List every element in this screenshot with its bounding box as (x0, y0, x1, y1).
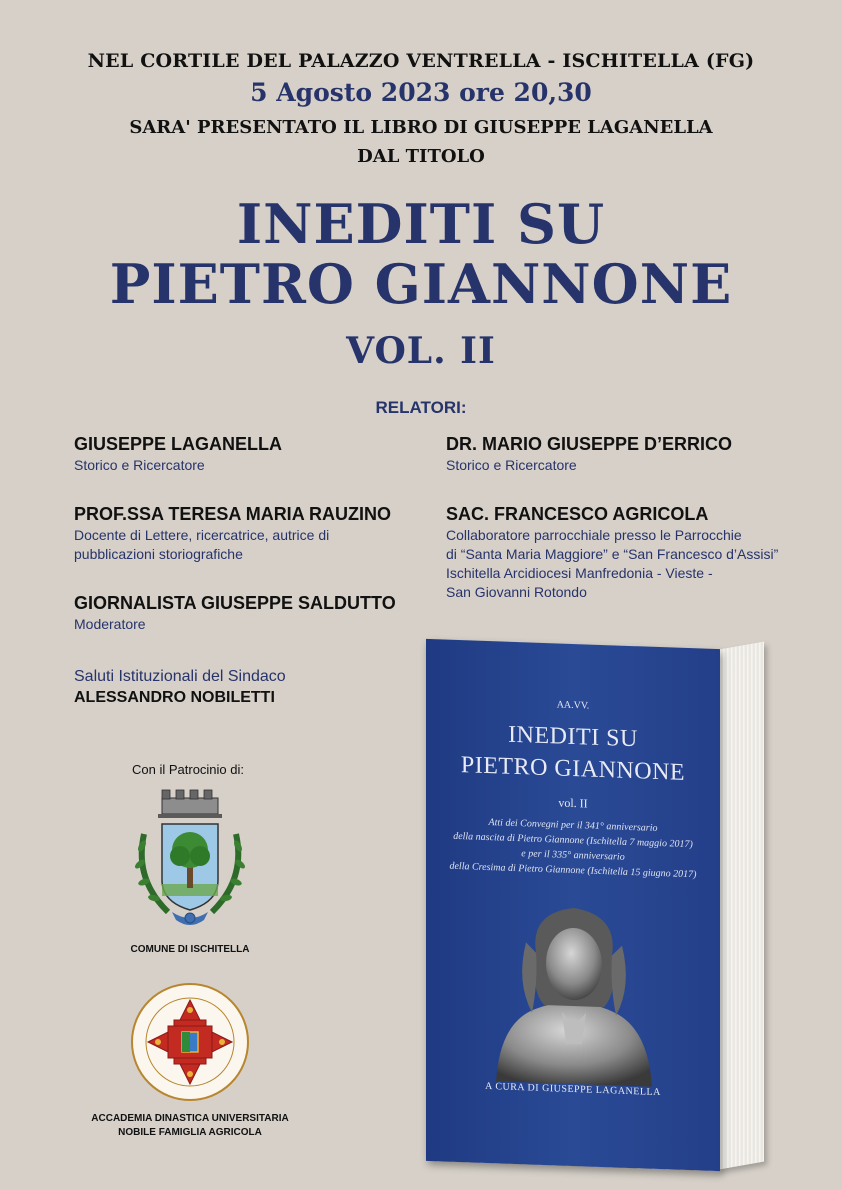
cover-subtitle-line: della nascita di Pietro Giannone (Ischitella 7 maggio 2017) (453, 830, 693, 851)
accademia-label-line-1: ACCADEMIA DINASTICA UNIVERSITARIA (91, 1113, 289, 1124)
speaker-role (446, 526, 778, 602)
cover-editor: A CURA DI GIUSEPPE LAGANELLA (485, 1080, 661, 1099)
presentation-line-1: SARA' PRESENTATO IL LIBRO DI GIUSEPPE LAGANELLA (129, 117, 713, 138)
saluti-block (74, 666, 286, 709)
cover-subtitle-line: della Cresima di Pietro Giannone (Ischitella 15 giugno 2017) (449, 860, 697, 881)
speaker-role-line: di “Santa Maria Maggiore” e “San Francesco d’Assisi” (446, 546, 779, 562)
accademia-label (80, 1112, 300, 1140)
speaker-laganella (74, 433, 282, 475)
bust-statue-icon (486, 891, 662, 1087)
mayor-name: ALESSANDRO NOBILETTI (74, 689, 275, 706)
speaker-derrico (446, 433, 732, 475)
cover-subtitle-line: e per il 335° anniversario (521, 848, 625, 863)
book-cover-image (424, 640, 769, 1175)
speaker-agricola (446, 503, 778, 602)
speaker-name: DR. MARIO GIUSEPPE D’ERRICO (446, 434, 733, 454)
speaker-role (74, 526, 391, 564)
book-pages-edge (716, 642, 764, 1170)
presentation-line-2: DAL TITOLO (357, 146, 485, 167)
relatori-heading: RELATORI: (375, 398, 467, 417)
cover-aavv: AA.VV. (556, 699, 590, 712)
cover-title-line-1: INEDITI SU (508, 721, 638, 753)
speaker-name: GIUSEPPE LAGANELLA (74, 434, 283, 454)
speaker-role: Storico e Ricercatore (74, 457, 205, 473)
book-title-line-2: PIETRO GIANNONE (109, 252, 733, 316)
patrocinio-label: Con il Patrocinio di: (132, 762, 244, 777)
saluti-label: Saluti Istituzionali del Sindaco (74, 668, 286, 685)
accademia-label-line-2: NOBILE FAMIGLIA AGRICOLA (118, 1127, 262, 1138)
speaker-name: GIORNALISTA GIUSEPPE SALDUTTO (74, 593, 396, 613)
speaker-name: SAC. FRANCESCO AGRICOLA (446, 504, 709, 524)
speaker-rauzino (74, 503, 391, 564)
accademia-seal-icon (128, 980, 252, 1104)
speaker-role: Storico e Ricercatore (446, 457, 577, 473)
book-title-line-1: INEDITI SU (236, 192, 606, 256)
cover-volume: vol. II (558, 795, 588, 811)
speaker-role-line: Collaboratore parrocchiale presso le Parrocchie (446, 527, 742, 543)
speaker-name: PROF.SSA TERESA MARIA RAUZINO (74, 504, 392, 524)
cover-title-line-2: PIETRO GIANNONE (460, 752, 686, 786)
speaker-role: Moderatore (74, 616, 146, 632)
comune-crest-icon (128, 784, 252, 936)
speaker-saldutto (74, 592, 396, 634)
book-front-cover (426, 639, 720, 1171)
comune-label: COMUNE DI ISCHITELLA (130, 944, 250, 955)
speaker-role-line: pubblicazioni storiografiche (74, 546, 243, 562)
cover-subtitle-line: Atti dei Convegni per il 341° anniversario (488, 817, 658, 834)
event-date: 5 Agosto 2023 ore 20,30 (250, 78, 592, 107)
book-volume: VOL. II (346, 330, 496, 372)
speaker-role-line: Docente di Lettere, ricercatrice, autrice di (74, 527, 330, 543)
speaker-role-line: San Giovanni Rotondo (446, 584, 587, 600)
speaker-role-line: Ischitella Arcidiocesi Manfredonia - Vieste - (446, 565, 713, 581)
venue-line: NEL CORTILE DEL PALAZZO VENTRELLA - ISCHITELLA (FG) (87, 50, 755, 72)
